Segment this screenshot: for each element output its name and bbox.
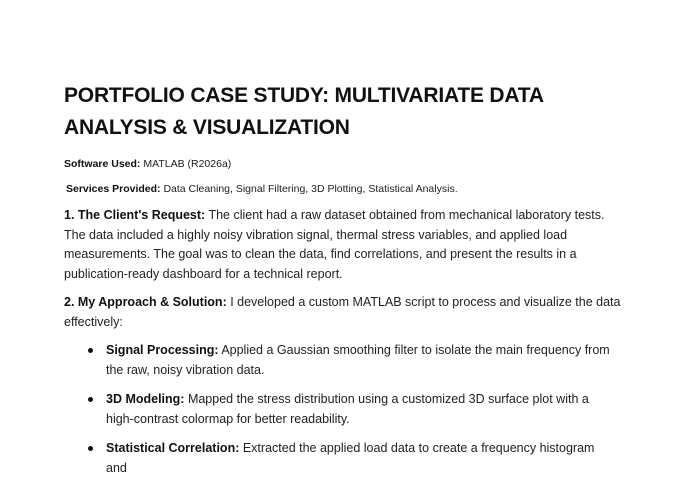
- client-request-heading: 1. The Client's Request:: [64, 208, 206, 222]
- bullet-text: Extracted the applied load data to create a frequency histogram and: [106, 441, 595, 475]
- approach-bullet-list: [64, 341, 624, 478]
- software-used-label: Software Used:: [64, 158, 141, 170]
- bullet-label: 3D Modeling:: [106, 392, 185, 406]
- bullet-text: Mapped the stress distribution using a customized 3D surface plot with a high-contrast colormap for better readability.: [106, 392, 589, 426]
- bullet-dot-icon: [88, 446, 93, 451]
- approach-paragraph: [64, 293, 624, 332]
- bullet-dot-icon: [88, 397, 93, 402]
- bullet-text: Applied a Gaussian smoothing filter to isolate the main frequency from the raw, noisy vibration data.: [106, 343, 610, 377]
- approach-text: I developed a custom MATLAB script to process and visualize the data effectively:: [64, 295, 621, 329]
- document-title: PORTFOLIO CASE STUDY: MULTIVARIATE DATA ANALYSIS & VISUALIZATION: [64, 84, 544, 139]
- software-used-value: MATLAB (R2026a): [140, 158, 232, 170]
- approach-heading: 2. My Approach & Solution:: [64, 295, 227, 309]
- bullet-dot-icon: [88, 348, 93, 353]
- client-request-text: The client had a raw dataset obtained from mechanical laboratory tests. The data included a highly noisy vibration signal, thermal stress variables, and applied load measurements. The goal was to clean the data, find correlations, and present the results in a publication-ready dashboard for a technical report.: [64, 208, 605, 281]
- services-provided-line: [64, 182, 624, 196]
- list-item: [106, 390, 624, 429]
- services-provided-value: Data Cleaning, Signal Filtering, 3D Plotting, Statistical Analysis.: [160, 183, 458, 195]
- client-request-paragraph: [64, 206, 624, 284]
- bullet-label: Signal Processing:: [106, 343, 219, 357]
- case-study-document: [64, 80, 624, 488]
- services-provided-label: Services Provided:: [66, 183, 161, 195]
- bullet-label: Statistical Correlation:: [106, 441, 240, 455]
- software-used-line: [64, 157, 624, 171]
- list-item: [106, 341, 624, 380]
